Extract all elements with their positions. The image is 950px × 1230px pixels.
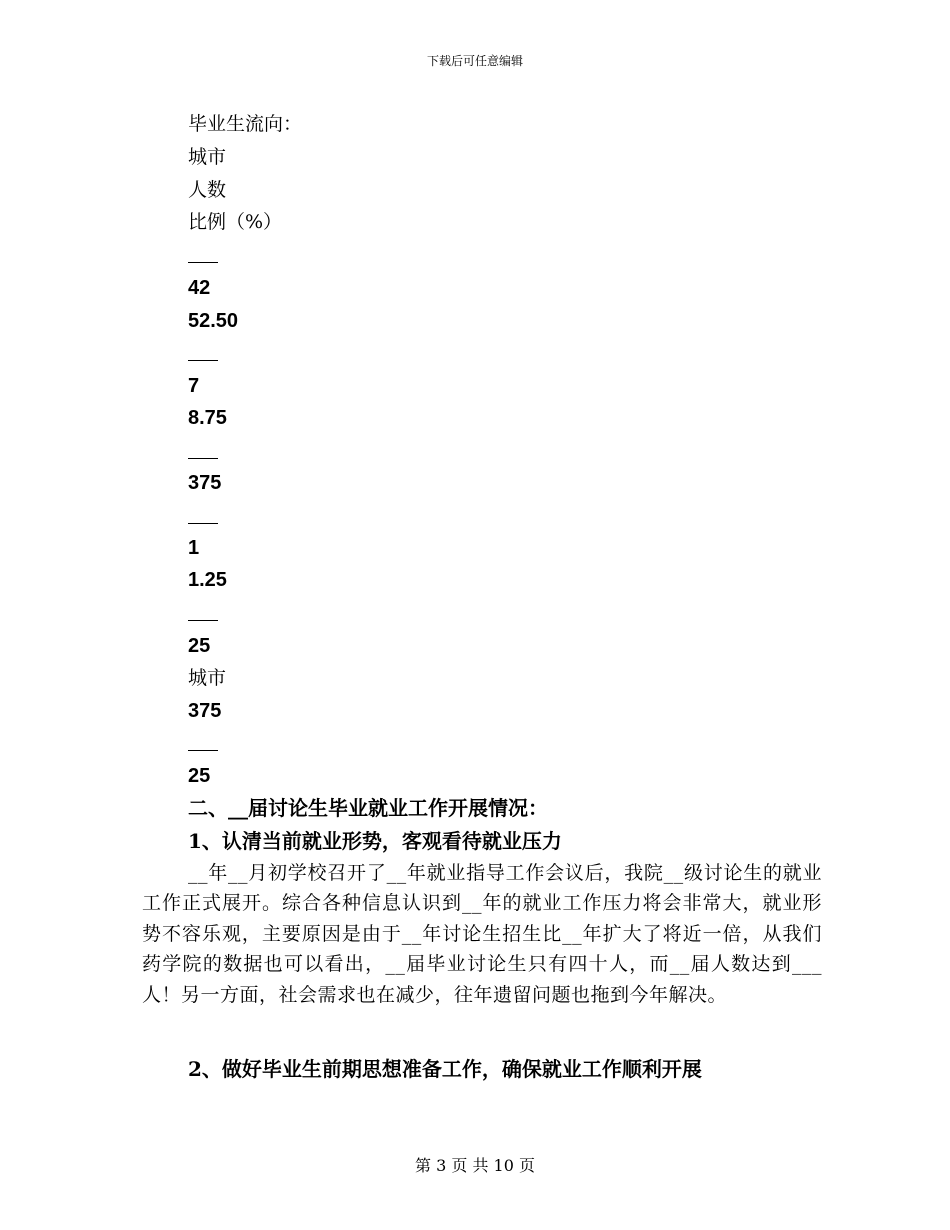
blank-cell-underline [188,360,218,361]
row1-ratio: 52.50 [188,310,239,332]
subsection-heading-1: 1、认清当前就业形势，客观看待就业压力 [188,829,562,853]
blank-cell-underline [188,523,218,524]
body-paragraph-1: __年__月初学校召开了__年就业指导工作会议后，我院__级讨论生的就业工作正式展开。综合各种信息认识到__年的就业工作压力将会非常大，就业形势不容乐观，主要原因是由于__年讨论生招生比__年扩大了将近一倍，从我们药学院的数据也可以看出，__届毕业讨论生只有四十人，而__届人数达到___人！另一方面，社会需求也在减少，往年遗留问题也拖到今年解决。 [142,862,822,1006]
section-heading: 二、__届讨论生毕业就业工作开展情况： [188,796,548,820]
row5-count2: 375 [188,700,222,722]
row5-count: 25 [188,635,211,657]
table-title: 毕业生流向： [188,113,303,135]
row6-count: 25 [188,765,211,787]
column-header-ratio: 比例（%） [188,211,283,233]
column-header-city: 城市 [188,146,227,168]
blank-cell-underline [188,620,218,621]
row2-ratio: 8.75 [188,407,227,429]
row3-count: 375 [188,472,222,494]
page-header-note: 下载后可任意编辑 [426,54,523,68]
blank-cell-underline [188,262,218,263]
row2-count: 7 [188,375,200,397]
page-number-footer: 第 3 页 共 10 页 [415,1156,535,1175]
subsection-heading-2: 2、做好毕业生前期思想准备工作，确保就业工作顺利开展 [188,1057,702,1081]
column-header-count: 人数 [188,179,227,201]
row4-count: 1 [188,537,200,559]
row5-city: 城市 [188,667,227,689]
row1-count: 42 [188,277,211,299]
row4-ratio: 1.25 [188,569,227,591]
blank-cell-underline [188,458,218,459]
blank-cell-underline [188,750,218,751]
